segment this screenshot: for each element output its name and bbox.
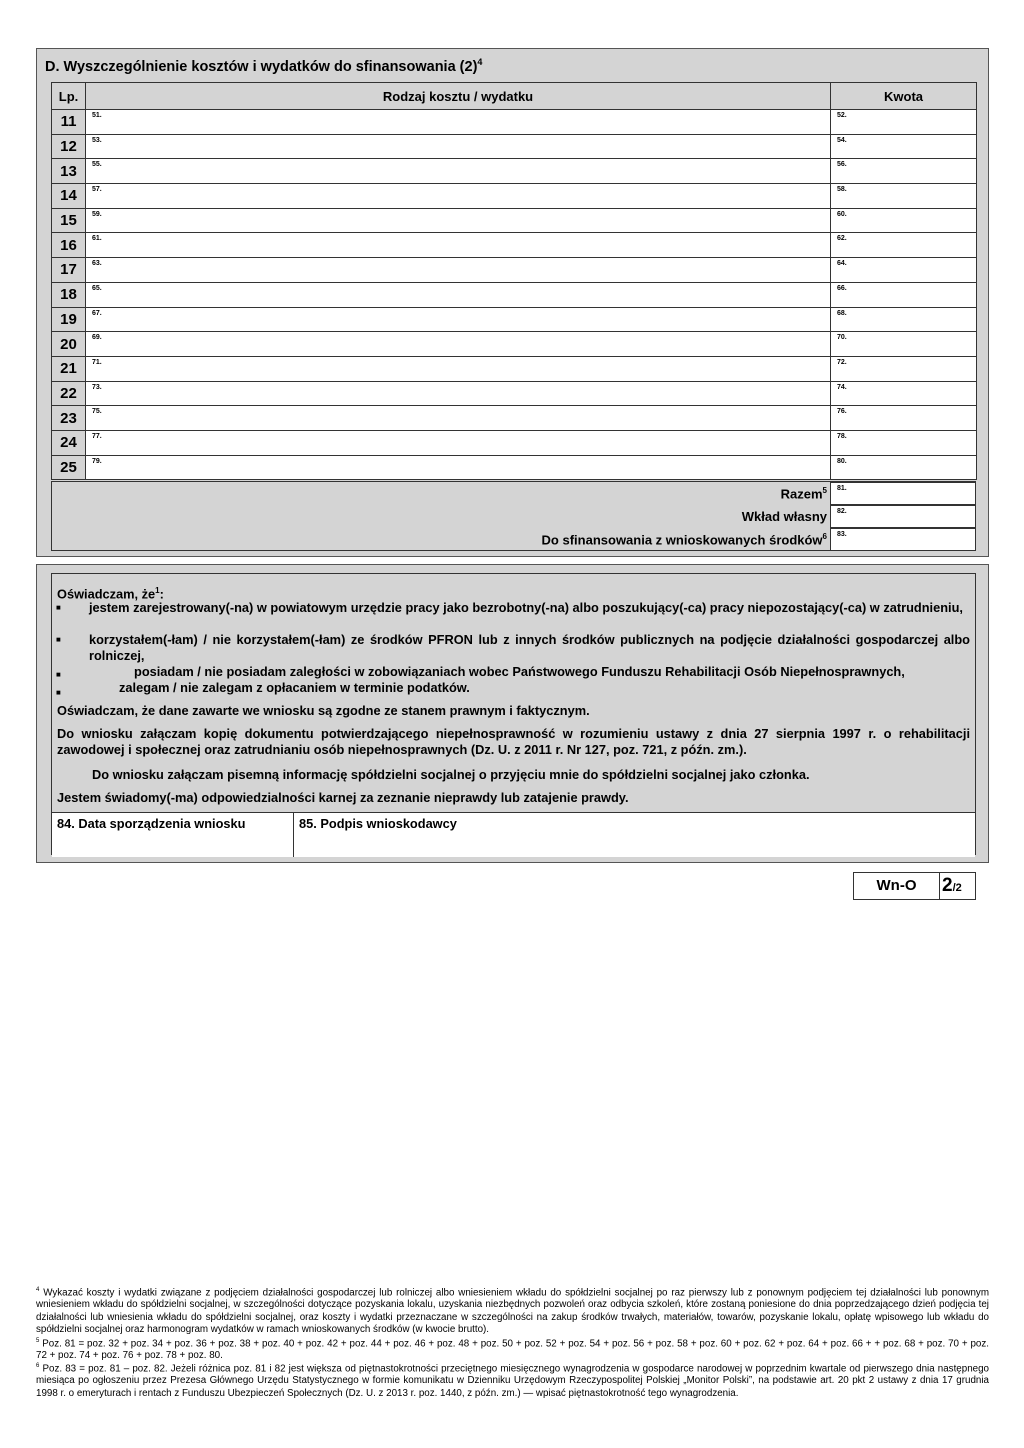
table-row <box>52 184 977 209</box>
declaration-item[interactable]: korzystałem(-łam) / nie korzystałem(-łam) ze środków PFRON lub z innych środków publicznych na podjęcie działalności gospodarczej albo rolniczej, <box>89 632 970 663</box>
section-d-title: D. Wyszczególnienie kosztów i wydatków do sfinansowania $(2)^4$ <box>45 57 483 75</box>
amount-field[interactable]: 72. <box>831 356 977 381</box>
cost-type-field[interactable]: 61. <box>86 233 831 258</box>
cost-type-field[interactable]: 73. <box>86 381 831 406</box>
table-row <box>52 208 977 233</box>
cost-type-field[interactable]: 65. <box>86 282 831 307</box>
do-sfinansowania-label: Do sfinansowania z wnioskowanych środków$^6$ <box>541 532 827 548</box>
bullet-icon: ■ <box>56 670 61 679</box>
row-lp: 15 <box>52 208 86 233</box>
row-lp: 22 <box>52 381 86 406</box>
table-row <box>52 455 977 480</box>
table-row <box>52 430 977 455</box>
section-d <box>36 48 989 557</box>
declarations-heading: Oświadczam, $że^1$: <box>57 586 164 602</box>
form-page-badge <box>853 872 976 900</box>
amount-field[interactable]: 64. <box>831 258 977 283</box>
page-number: 2/2 <box>942 875 962 896</box>
declaration-item[interactable]: zalegam / nie zalegam z opłacaniem w terminie podatków. <box>119 680 470 695</box>
bullet-icon: ■ <box>56 688 61 697</box>
row-lp: 17 <box>52 258 86 283</box>
table-row <box>52 332 977 357</box>
amount-field[interactable]: 66. <box>831 282 977 307</box>
form-code: Wn-O <box>854 873 940 899</box>
amount-field[interactable]: 52. <box>831 110 977 135</box>
row-lp: 24 <box>52 430 86 455</box>
table-row <box>52 159 977 184</box>
cost-type-field[interactable]: 51. <box>86 110 831 135</box>
cost-type-field[interactable]: 55. <box>86 159 831 184</box>
table-row <box>52 381 977 406</box>
wklad-field[interactable]: 82. <box>830 505 976 528</box>
table-row <box>52 134 977 159</box>
amount-field[interactable]: 70. <box>831 332 977 357</box>
declaration-data-zgodne: Oświadczam, że dane zawarte we wniosku są zgodne ze stanem prawnym i faktycznym. <box>57 703 590 718</box>
cost-type-field[interactable]: 71. <box>86 356 831 381</box>
amount-field[interactable]: 76. <box>831 406 977 431</box>
row-lp: 18 <box>52 282 86 307</box>
cost-type-field[interactable]: 67. <box>86 307 831 332</box>
row-lp: 25 <box>52 455 86 480</box>
summary-block <box>51 481 976 551</box>
table-row <box>52 356 977 381</box>
table-row <box>52 406 977 431</box>
amount-field[interactable]: 60. <box>831 208 977 233</box>
footnote-6: $^6$ Poz. 83 = poz. 81 – poz. 82. Jeżeli różnica poz. 81 i 82 jest większa od piętnastokrotności przeciętnego miesięcznego wynagrodzenia w gospodarce narodowej w poprzednim kwartale od pierwszego dnia następnego miesiąca po ogłoszeniu przez Prezesa Głównego Urzędu Statystycznego w formie komunikatu w Dzienniku Urzędowym Rzeczypospolitej Polskiej „Monitor Polski”, na podstawie art. 20 pkt 2 ustawy z dnia 17 grudnia 1998 r. o emeryturach i rentach z Funduszu Ubezpieczeń Społecznych (Dz. U. z 2013 r. poz. 1440, z późn. zm.) — wpisać piętnastokrotność tego wynagrodzenia. <box>36 1363 989 1399</box>
row-lp: 21 <box>52 356 86 381</box>
declaration-item[interactable]: posiadam / nie posiadam zaległości w zobowiązaniach wobec Państwowego Funduszu Rehabilitacji Osób Niepełnosprawnych, <box>134 664 905 679</box>
declaration-attachment-disability: Do wniosku załączam kopię dokumentu potwierdzającego niepełnosprawność w rozumieniu ustawy z dnia 27 sierpnia 1997 r. o rehabilitacji zawodowej i społecznej oraz zatrudnianiu osób niepełnosprawnych (Dz. U. z 2011 r. Nr 127, poz. 721, z późn. zm.). <box>57 726 970 757</box>
amount-field[interactable]: 80. <box>831 455 977 480</box>
cost-type-field[interactable]: 75. <box>86 406 831 431</box>
header-kwota: Kwota <box>831 83 977 110</box>
cost-type-field[interactable]: 63. <box>86 258 831 283</box>
table-row <box>52 110 977 135</box>
amount-field[interactable]: 68. <box>831 307 977 332</box>
bullet-icon: ■ <box>56 603 61 612</box>
cost-type-field[interactable]: 59. <box>86 208 831 233</box>
amount-field[interactable]: 74. <box>831 381 977 406</box>
date-field[interactable]: 84. Data sporządzenia wniosku <box>52 813 294 857</box>
amount-field[interactable]: 54. <box>831 134 977 159</box>
table-row <box>52 307 977 332</box>
row-lp: 11 <box>52 110 86 135</box>
table-row <box>52 258 977 283</box>
razem-label: Razem$^5$ <box>780 486 827 502</box>
row-lp: 19 <box>52 307 86 332</box>
cost-type-field[interactable]: 79. <box>86 455 831 480</box>
amount-field[interactable]: 56. <box>831 159 977 184</box>
razem-field[interactable]: 81. <box>830 482 976 505</box>
row-lp: 12 <box>52 134 86 159</box>
declaration-criminal-liability: Jestem świadomy(-ma) odpowiedzialności karnej za zeznanie nieprawdy lub zatajenie prawdy. <box>57 790 629 805</box>
row-lp: 14 <box>52 184 86 209</box>
signature-row <box>52 812 975 857</box>
cost-type-field[interactable]: 77. <box>86 430 831 455</box>
cost-type-field[interactable]: 57. <box>86 184 831 209</box>
header-rodzaj: Rodzaj kosztu / wydatku <box>86 83 831 110</box>
wklad-label: Wkład własny <box>741 509 827 524</box>
bullet-icon: ■ <box>56 635 61 644</box>
costs-table <box>51 82 977 480</box>
do-sfinansowania-field[interactable]: 83. <box>830 528 976 551</box>
row-lp: 16 <box>52 233 86 258</box>
footnote-4: $^4$ Wykazać koszty i wydatki związane z podjęciem działalności gospodarczej lub rolniczej albo wniesieniem wkładu do spółdzielni socjalnej po raz pierwszy lub z ponownym podjęciem tej działalności lub ponownym wniesieniem wkładu do spółdzielni socjalnej, w szczególności dotyczące pozyskania lokalu, uzyskania niezbędnych pozwoleń oraz odbycia szkoleń, które zostaną poniesione do dnia poprzedzającego dzień podjęcia tej działalności lub wniesienia wkładu do spółdzielni socjalnej, oraz koszty i wydatki przeznaczane w szczególności na zakup środków trwałych, materiałów, towarów, pozyskanie lokalu, opłatę wpisowego lub wkładu do spółdzielni socjalnej oraz harmonogram wydatków w ramach wnioskowanych środków (w kwocie brutto). <box>36 1287 989 1335</box>
amount-field[interactable]: 78. <box>831 430 977 455</box>
declaration-item[interactable]: jestem zarejestrowany(-na) w powiatowym urzędzie pracy jako bezrobotny(-na) albo poszukujący(-ca) pracy niepozostający(-ca) w zatrudnieniu, <box>89 600 963 615</box>
table-row <box>52 233 977 258</box>
row-lp: 13 <box>52 159 86 184</box>
table-header-row <box>52 83 977 110</box>
amount-field[interactable]: 62. <box>831 233 977 258</box>
row-lp: 20 <box>52 332 86 357</box>
signature-field[interactable]: 85. Podpis wnioskodawcy <box>299 816 457 831</box>
row-lp: 23 <box>52 406 86 431</box>
declaration-attachment-cooperative: Do wniosku załączam pisemną informację spółdzielni socjalnej o przyjęciu mnie do spółdzielni socjalnej jako członka. <box>92 767 810 782</box>
table-row <box>52 282 977 307</box>
cost-type-field[interactable]: 69. <box>86 332 831 357</box>
cost-type-field[interactable]: 53. <box>86 134 831 159</box>
declarations-section <box>36 564 989 863</box>
amount-field[interactable]: 58. <box>831 184 977 209</box>
footnote-5: $^5$ Poz. 81 = poz. 32 + poz. 34 + poz. 36 + poz. 38 + poz. 40 + poz. 42 + poz. 44 + poz. 46 + poz. 48 + poz. 50 + poz. 52 + poz. 54 + poz. 56 + poz. 58 + poz. 60 + poz. 62 + poz. 64 + poz. 66 + + poz. 68 + poz. 70 + poz. 72 + poz. 74 + poz. 76 + poz. 78 + poz. 80. <box>36 1338 989 1362</box>
header-lp: Lp. <box>52 83 86 110</box>
